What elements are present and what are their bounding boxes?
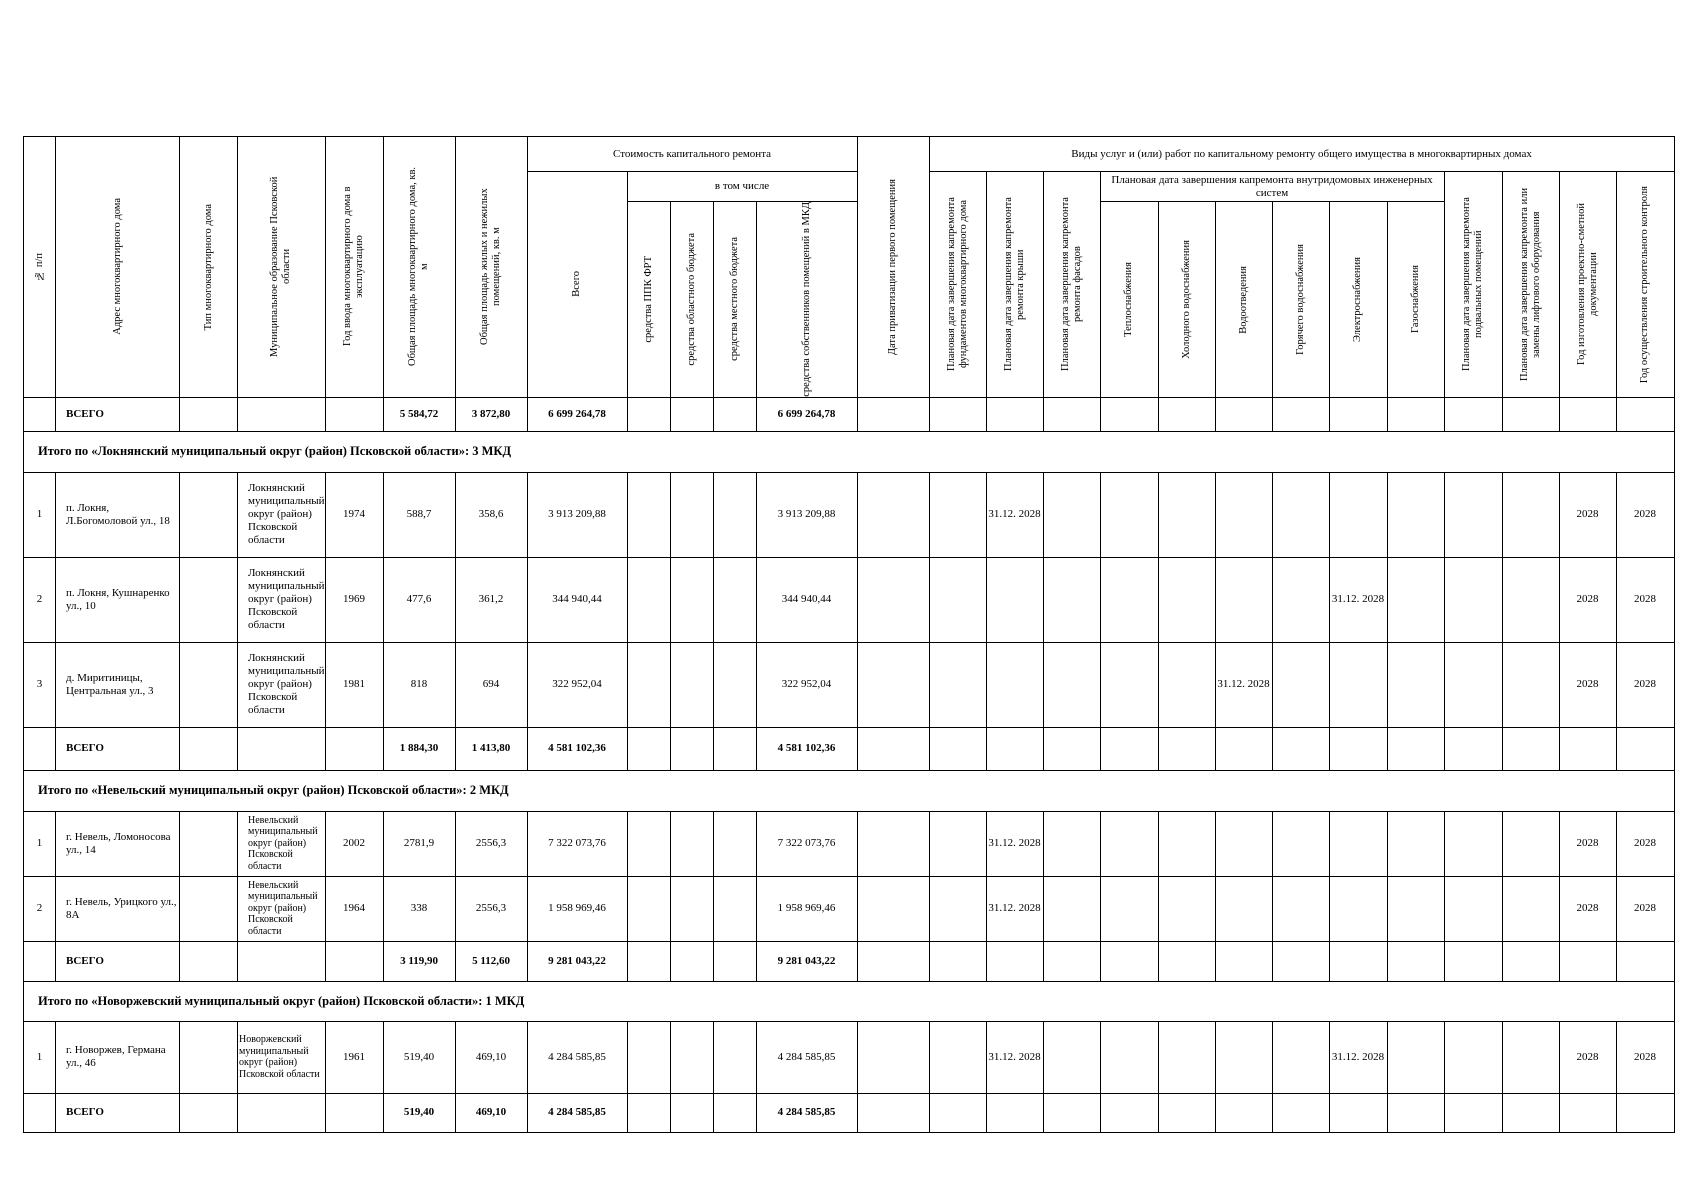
mo-cell: Локнянский муниципальный округ (район) Псковской области <box>238 557 326 642</box>
roof-date: 31.12. 2028 <box>986 811 1043 876</box>
table-row: 1 г. Невель, Ломоносова ул., 14 Невельский муниципальный округ (район) Псковской области 2002 2781,9 2556,3 7 322 073,76 7 322 073,76 31.12. 2028 2028 2028 <box>24 811 1675 876</box>
total-area-living: 3 872,80 <box>455 397 527 431</box>
address-cell: д. Миритиницы, Центральная ул., 3 <box>56 642 180 727</box>
header-type: Тип многоквартирного дома <box>180 137 238 398</box>
address-cell: п. Локня, Кушнаренко ул., 10 <box>56 557 180 642</box>
header-heat: Теплоснабжения <box>1100 202 1158 398</box>
header-lift: Плановая дата завершения капремонта или замены лифтового оборудования <box>1502 172 1559 398</box>
header-basement: Плановая дата завершения капремонта подвальных помещений <box>1444 172 1502 398</box>
header-elec: Электроснабжения <box>1329 202 1387 398</box>
header-hot: Горячего водоснабжения <box>1272 202 1329 398</box>
mo-cell: Невельский муниципальный округ (район) Псковской области <box>238 876 326 941</box>
address-cell: п. Локня, Л.Богомоловой ул., 18 <box>56 472 180 557</box>
document-page <box>23 136 1675 1133</box>
capital-repair-table <box>23 136 1675 1133</box>
mo-cell: Новоржевский муниципальный округ (район) Псковской области <box>238 1021 326 1093</box>
section-total-row: ВСЕГО 1 884,30 1 413,80 4 581 102,36 4 581 102,36 <box>24 727 1675 770</box>
total-cost: 6 699 264,78 <box>527 397 627 431</box>
header-works-group: Виды услуг и (или) работ по капитальному ремонту общего имущества в многоквартирных домах <box>929 137 1674 172</box>
header-facade: Плановая дата завершения капремонта ремонта фасадов <box>1043 172 1100 398</box>
header-local: средства местного бюджета <box>713 202 756 398</box>
mo-cell: Локнянский муниципальный округ (район) Псковской области <box>238 472 326 557</box>
table-row: 3 д. Миритиницы, Центральная ул., 3 Локнянский муниципальный округ (район) Псковской области 1981 818 694 322 952,04 322 952,04 31.12. 2028 2028 2028 <box>24 642 1675 727</box>
table-row: 2 г. Невель, Урицкого ул., 8А Невельский муниципальный округ (район) Псковской области 1964 338 2556,3 1 958 969,46 1 958 969,46 31.12. 2028 2028 2028 <box>24 876 1675 941</box>
roof-date: 31.12. 2028 <box>986 1021 1043 1093</box>
header-gas: Газоснабжения <box>1387 202 1444 398</box>
total-owners: 6 699 264,78 <box>756 397 857 431</box>
header-cold: Холодного водоснабжения <box>1158 202 1215 398</box>
table-row: 2 п. Локня, Кушнаренко ул., 10 Локнянский муниципальный округ (район) Псковской области 1969 477,6 361,2 344 940,44 344 940,44 31.12. 2028 2028 2028 <box>24 557 1675 642</box>
total-area-total: 5 584,72 <box>383 397 455 431</box>
header-year: Год ввода многоквартирного дома в эксплуатацию <box>325 137 383 398</box>
total-label: ВСЕГО <box>56 397 180 431</box>
elec-date: 31.12. 2028 <box>1329 557 1387 642</box>
table-row: 1 г. Новоржев, Германа ул., 46 Новоржевский муниципальный округ (район) Псковской области 1961 519,40 469,10 4 284 585,85 4 284 585,85 31.12. 2028 31.12. 2028 2028 2028 <box>24 1021 1675 1093</box>
header-cost-total: Всего <box>527 172 627 398</box>
section-title: Итого по «Невельский муниципальный округ (район) Псковской области»: 2 МКД <box>24 770 1675 811</box>
address-cell: г. Невель, Урицкого ул., 8А <box>56 876 180 941</box>
header-incl: в том числе <box>627 172 857 202</box>
section-total-row: ВСЕГО 3 119,90 5 112,60 9 281 043,22 9 281 043,22 <box>24 941 1675 981</box>
roof-date: 31.12. 2028 <box>986 472 1043 557</box>
header-address: Адрес многоквартирного дома <box>56 137 180 398</box>
header-sewer: Водоотведения <box>1215 202 1272 398</box>
section-title: Итого по «Новоржевский муниципальный округ (район) Псковской области»: 1 МКД <box>24 981 1675 1021</box>
sewer-date: 31.12. 2028 <box>1215 642 1272 727</box>
header-systems-group: Плановая дата завершения капремонта внутридомовых инженерных систем <box>1100 172 1444 202</box>
mo-cell: Невельский муниципальный округ (район) Псковской области <box>238 811 326 876</box>
address-cell: г. Новоржев, Германа ул., 46 <box>56 1021 180 1093</box>
roof-date: 31.12. 2028 <box>986 876 1043 941</box>
header-foundation: Плановая дата завершения капремонта фундаментов многоквартирного дома <box>929 172 986 398</box>
header-control-year: Год осуществления строительного контроля <box>1616 172 1674 398</box>
section-title: Итого по «Локнянский муниципальный округ (район) Псковской области»: 3 МКД <box>24 431 1675 472</box>
header-num: № п/п <box>24 137 56 398</box>
elec-date: 31.12. 2028 <box>1329 1021 1387 1093</box>
header-ppk: средства ППК ФРТ <box>627 202 670 398</box>
grand-total-row <box>24 397 1675 431</box>
table-row: 1 п. Локня, Л.Богомоловой ул., 18 Локнянский муниципальный округ (район) Псковской области 1974 588,7 358,6 3 913 209,88 3 913 209,88 31.12. 2028 2028 2028 <box>24 472 1675 557</box>
header-cost-group: Стоимость капитального ремонта <box>527 137 857 172</box>
header-roof: Плановая дата завершения капремонта ремонта крыши <box>986 172 1043 398</box>
header-area-living: Общая площадь жилых и нежилых помещений, кв. м <box>455 137 527 398</box>
header-privat: Дата приватизации первого помещения <box>857 137 929 398</box>
address-cell: г. Невель, Ломоносова ул., 14 <box>56 811 180 876</box>
mo-cell: Локнянский муниципальный округ (район) Псковской области <box>238 642 326 727</box>
header-area-total: Общая площадь многоквартирного дома, кв. м <box>383 137 455 398</box>
header-owners: средства собственников помещений в МКД <box>756 202 857 398</box>
section-total-row: ВСЕГО 519,40 469,10 4 284 585,85 4 284 585,85 <box>24 1093 1675 1132</box>
header-mo: Муниципальное образование Псковской области <box>238 137 326 398</box>
header-regional: средства областного бюджета <box>670 202 713 398</box>
header-design-year: Год изготовления проектно-сметной документации <box>1559 172 1616 398</box>
